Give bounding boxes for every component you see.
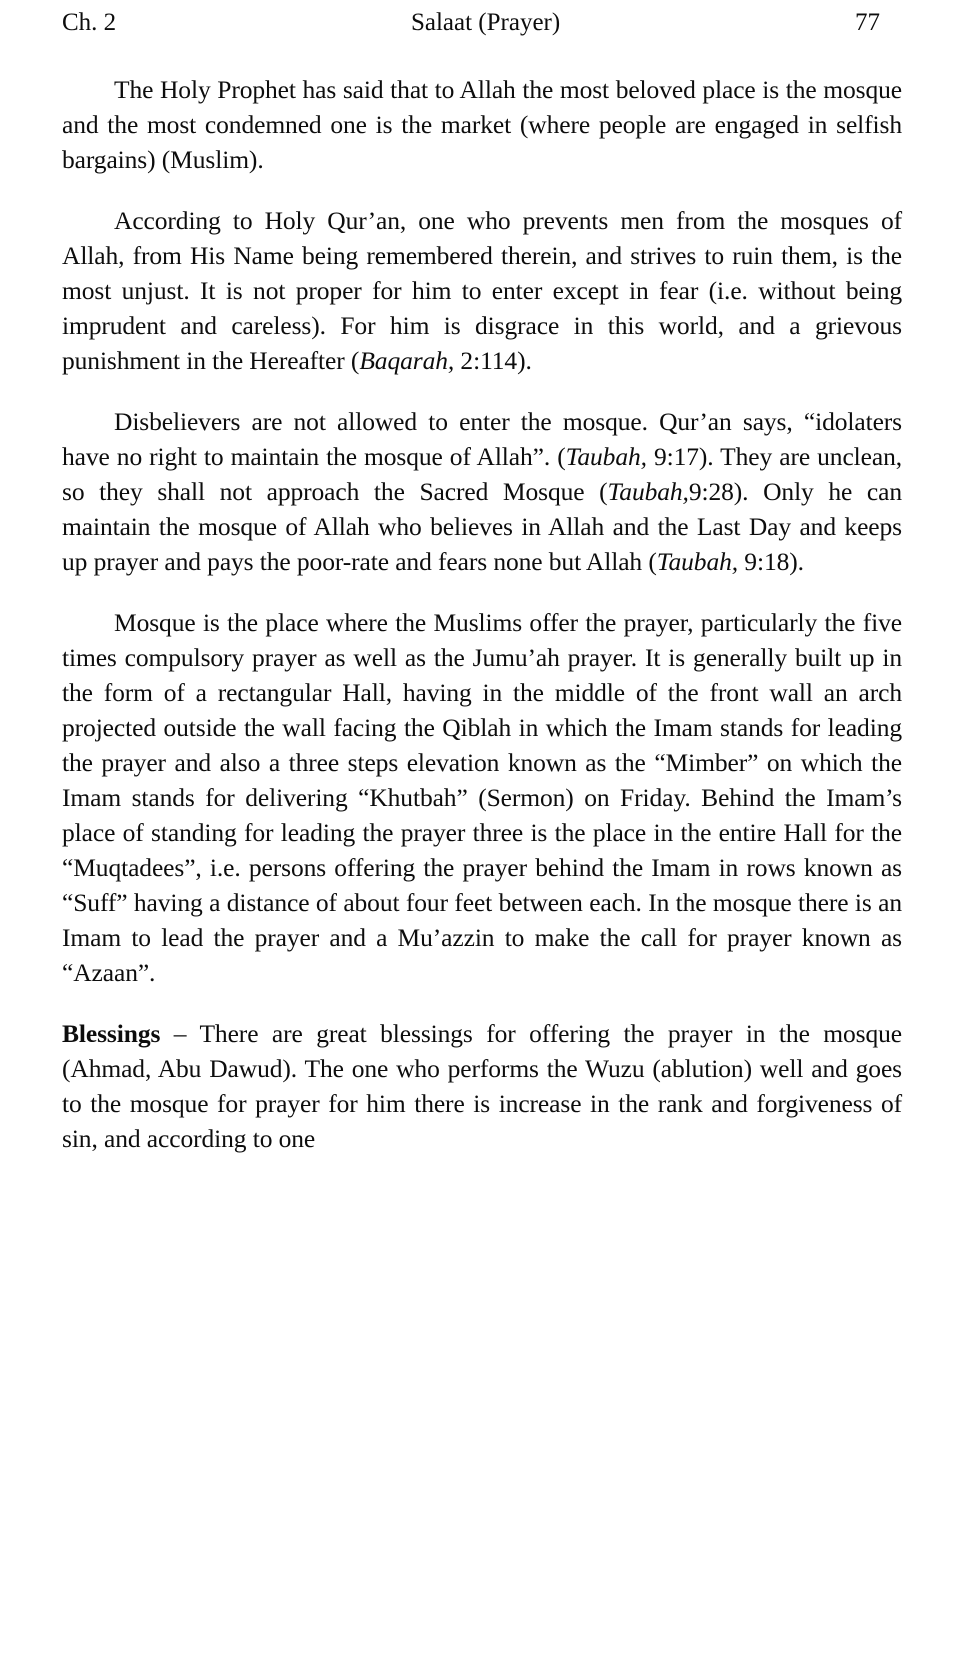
italic-citation: Taubah,	[565, 442, 647, 471]
body-text-column	[0, 72, 960, 1156]
paragraph-3	[62, 404, 902, 579]
text-run: According to Holy Qur’an, one who prevents men from the mosques of Allah, from His Name being remembered therein, and strives to ruin them, is the most unjust. It is not proper for him to enter except in fear (i.e. without being imprudent and careless). For him is disgrace in this world, and a grievous punishment in the Hereafter (	[62, 206, 902, 375]
running-head	[0, 0, 960, 38]
text-run: 9:28). Only he can maintain the mosque of Allah who believes in Allah and the Last Day and keeps up prayer and pays the poor-rate and fears none but Allah (	[62, 477, 903, 576]
paragraph-4	[62, 605, 902, 990]
text-run: Mosque is the place where the Muslims offer the prayer, particularly the five times compulsory prayer as well as the Jumu’ah prayer. It is generally built up in the form of a rectangular Hall, having in the middle of the front wall an arch projected outside the wall facing the Qiblah in which the Imam stands for leading the prayer and also a three steps elevation known as the “Mimber” on which the Imam stands for delivering “Khutbah” (Sermon) on Friday. Behind the Imam’s place of standing for leading the prayer three is the place in the entire Hall for the “Muqtadees”, i.e. persons offering the prayer behind the Imam in rows known as “Suff” having a distance of about four feet between each. In the mosque there is an Imam to lead the prayer and a Mu’azzin to make the call for prayer known as “Azaan”.	[62, 608, 902, 987]
paragraph-5-blessings	[62, 1016, 902, 1156]
italic-citation: Taubah,	[607, 477, 689, 506]
paragraph-2	[62, 203, 902, 378]
italic-citation: Baqarah,	[359, 346, 455, 375]
text-run: 9:17). They are unclean, so they shall not approach the Sacred Mosque (	[62, 442, 903, 506]
bold-lead-in: Blessings	[62, 1019, 161, 1048]
text-run: 9:18).	[738, 547, 804, 576]
page-number: 77	[855, 9, 880, 36]
text-run: 2:114).	[454, 346, 532, 375]
text-run: The Holy Prophet has said that to Allah the most beloved place is the mosque and the most condemned one is the market (where people are engaged in selfish bargains) (Muslim).	[62, 75, 902, 174]
text-run: – There are great blessings for offering the prayer in the mosque (Ahmad, Abu Dawud). The one who performs the Wuzu (ablution) well and goes to the mosque for prayer for him there is increase in the rank and forgiveness of sin, and according to one	[62, 1019, 902, 1153]
running-head-chapter: Ch. 2	[62, 9, 117, 36]
running-head-title: Salaat (Prayer)	[410, 9, 561, 36]
text-run: Disbelievers are not allowed to enter the mosque. Qur’an says, “idolaters have no right to maintain the mosque of Allah”. (	[62, 407, 902, 471]
paragraph-1	[62, 72, 902, 177]
italic-citation: Taubah,	[656, 547, 739, 576]
